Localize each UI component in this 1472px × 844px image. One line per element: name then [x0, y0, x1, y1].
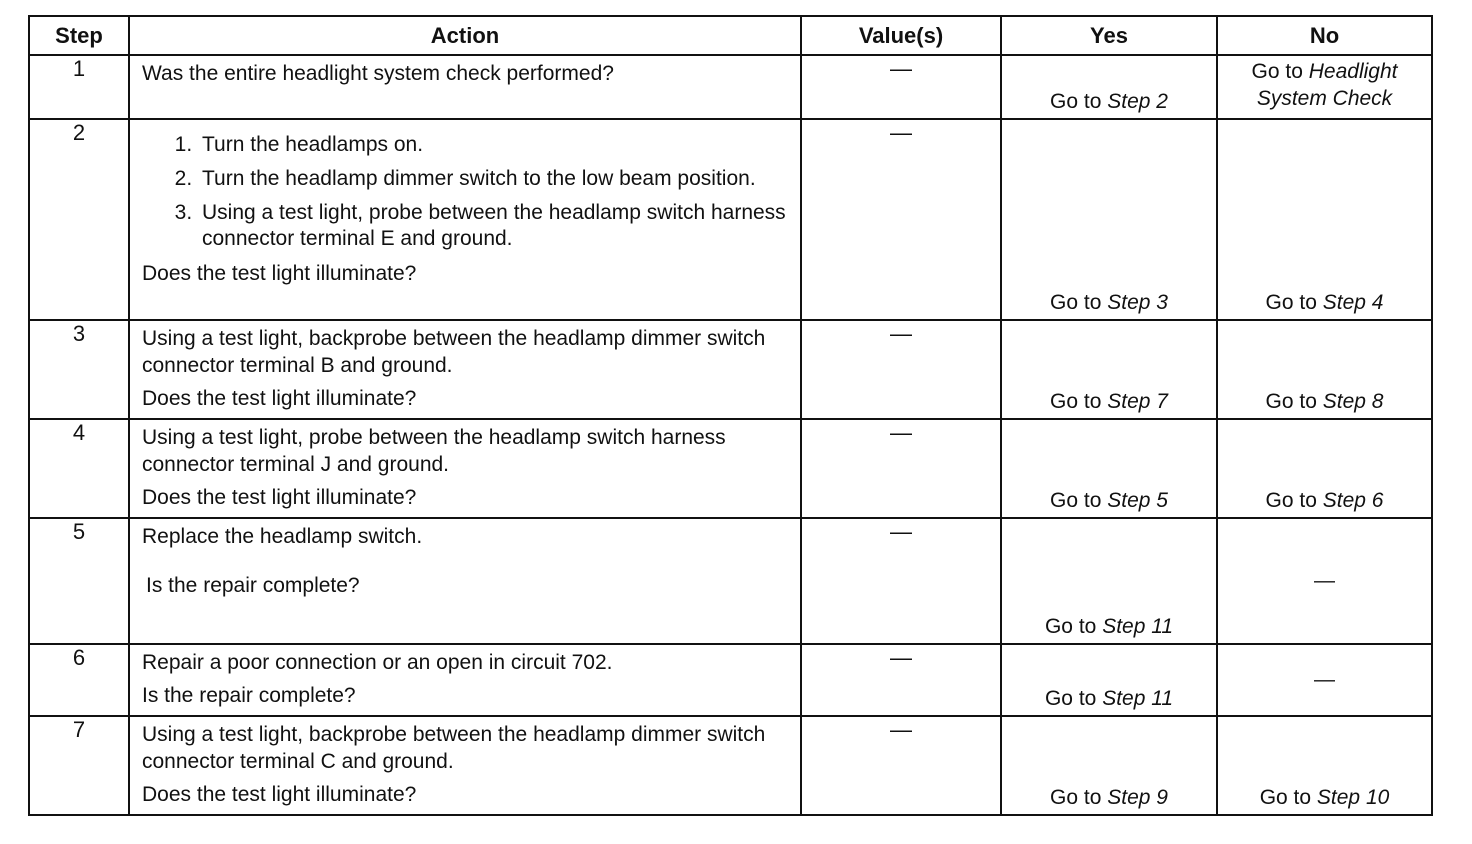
no-prefix: Go to — [1259, 786, 1312, 809]
yes-cell — [1001, 518, 1217, 644]
step-number: 7 — [29, 716, 129, 815]
yes-result — [1002, 786, 1216, 810]
action-question: Does the test light illuminate? — [142, 486, 417, 509]
no-target: Step 8 — [1322, 390, 1384, 413]
yes-result — [1002, 291, 1216, 315]
no-result — [1218, 489, 1431, 513]
no-cell — [1217, 716, 1432, 815]
step-number: 3 — [29, 320, 129, 419]
action-question: Does the test light illuminate? — [142, 783, 417, 806]
yes-result — [1002, 90, 1216, 114]
table-row — [29, 716, 1432, 815]
action-question: Does the test light illuminate? — [142, 387, 417, 410]
yes-target: Step 11 — [1102, 615, 1174, 638]
action-text: Using a test light, backprobe between the headlamp dimmer switch connector terminal C and ground. — [142, 723, 766, 773]
table-row — [29, 55, 1432, 119]
yes-cell — [1001, 119, 1217, 320]
no-cell — [1217, 119, 1432, 320]
no-cell — [1217, 644, 1432, 716]
no-result — [1218, 58, 1431, 112]
no-result — [1218, 291, 1431, 315]
action-cell — [129, 119, 801, 320]
list-item: 2. Turn the headlamp dimmer switch to the low beam position. — [198, 166, 790, 192]
no-prefix: Go to — [1265, 489, 1317, 512]
action-text: Replace the headlamp switch. — [142, 525, 423, 548]
no-result — [1218, 786, 1431, 810]
step-number: 2 — [29, 119, 129, 320]
yes-result — [1002, 390, 1216, 414]
yes-result — [1002, 615, 1216, 639]
step-number: 6 — [29, 644, 129, 716]
yes-prefix: Go to — [1050, 786, 1102, 809]
no-cell — [1217, 320, 1432, 419]
no-target: Step 6 — [1322, 489, 1384, 512]
header-yes: Yes — [1001, 16, 1217, 55]
action-question: Is the repair complete? — [142, 684, 356, 707]
yes-prefix: Go to — [1050, 390, 1102, 413]
step-number: 4 — [29, 419, 129, 518]
no-result: — — [1314, 668, 1335, 691]
step-number: 5 — [29, 518, 129, 644]
yes-target: Step 2 — [1107, 90, 1168, 113]
header-row — [29, 16, 1432, 55]
action-text: Was the entire headlight system check performed? — [142, 62, 614, 85]
no-result — [1218, 390, 1431, 414]
yes-target: Step 9 — [1107, 786, 1168, 809]
table-row — [29, 119, 1432, 320]
no-prefix: Go to — [1265, 390, 1317, 413]
action-question: Is the repair complete? — [146, 574, 360, 597]
no-prefix: Go to — [1251, 60, 1303, 83]
value-cell: — — [801, 55, 1001, 119]
action-question: Does the test light illuminate? — [142, 262, 417, 285]
value-cell: — — [801, 644, 1001, 716]
action-text: Repair a poor connection or an open in circuit 702. — [142, 651, 613, 674]
step-number: 1 — [29, 55, 129, 119]
list-item: 1. Turn the headlamps on. — [198, 132, 790, 158]
value-cell: — — [801, 518, 1001, 644]
header-action: Action — [129, 16, 801, 55]
action-cell — [129, 716, 801, 815]
no-target-line2: System Check — [1256, 87, 1393, 110]
yes-target: Step 7 — [1107, 390, 1168, 413]
yes-cell — [1001, 644, 1217, 716]
yes-target: Step 3 — [1107, 291, 1168, 314]
diagnostic-table — [28, 15, 1433, 816]
yes-prefix: Go to — [1050, 291, 1102, 314]
table-row — [29, 419, 1432, 518]
no-cell — [1217, 55, 1432, 119]
header-step: Step — [29, 16, 129, 55]
no-result: — — [1314, 569, 1335, 592]
yes-result — [1002, 687, 1216, 711]
yes-prefix: Go to — [1044, 687, 1097, 710]
action-text: Using a test light, backprobe between the headlamp dimmer switch connector terminal B and ground. — [142, 327, 766, 377]
header-values: Value(s) — [801, 16, 1001, 55]
no-target-line1: Headlight — [1308, 60, 1398, 83]
no-cell — [1217, 518, 1432, 644]
no-prefix: Go to — [1265, 291, 1317, 314]
list-item: 3. Using a test light, probe between the headlamp switch harness connector terminal E and ground. — [198, 200, 790, 252]
action-text: Using a test light, probe between the headlamp switch harness connector terminal J and ground. — [142, 426, 726, 476]
action-cell — [129, 419, 801, 518]
table-row — [29, 320, 1432, 419]
table-row — [29, 644, 1432, 716]
yes-cell — [1001, 320, 1217, 419]
no-cell — [1217, 419, 1432, 518]
value-cell: — — [801, 716, 1001, 815]
yes-prefix: Go to — [1050, 90, 1102, 113]
yes-result — [1002, 489, 1216, 513]
value-cell: — — [801, 119, 1001, 320]
action-cell — [129, 320, 801, 419]
no-target: Step 10 — [1316, 786, 1390, 809]
yes-cell — [1001, 55, 1217, 119]
no-target: Step 4 — [1322, 291, 1384, 314]
table-row — [29, 518, 1432, 644]
yes-target: Step 5 — [1107, 489, 1168, 512]
header-no: No — [1217, 16, 1432, 55]
yes-prefix: Go to — [1050, 489, 1102, 512]
action-cell — [129, 518, 801, 644]
value-cell: — — [801, 320, 1001, 419]
yes-target: Step 11 — [1102, 687, 1174, 710]
action-cell — [129, 644, 801, 716]
value-cell: — — [801, 419, 1001, 518]
yes-cell — [1001, 419, 1217, 518]
yes-cell — [1001, 716, 1217, 815]
yes-prefix: Go to — [1044, 615, 1097, 638]
action-list — [142, 132, 790, 252]
action-cell — [129, 55, 801, 119]
